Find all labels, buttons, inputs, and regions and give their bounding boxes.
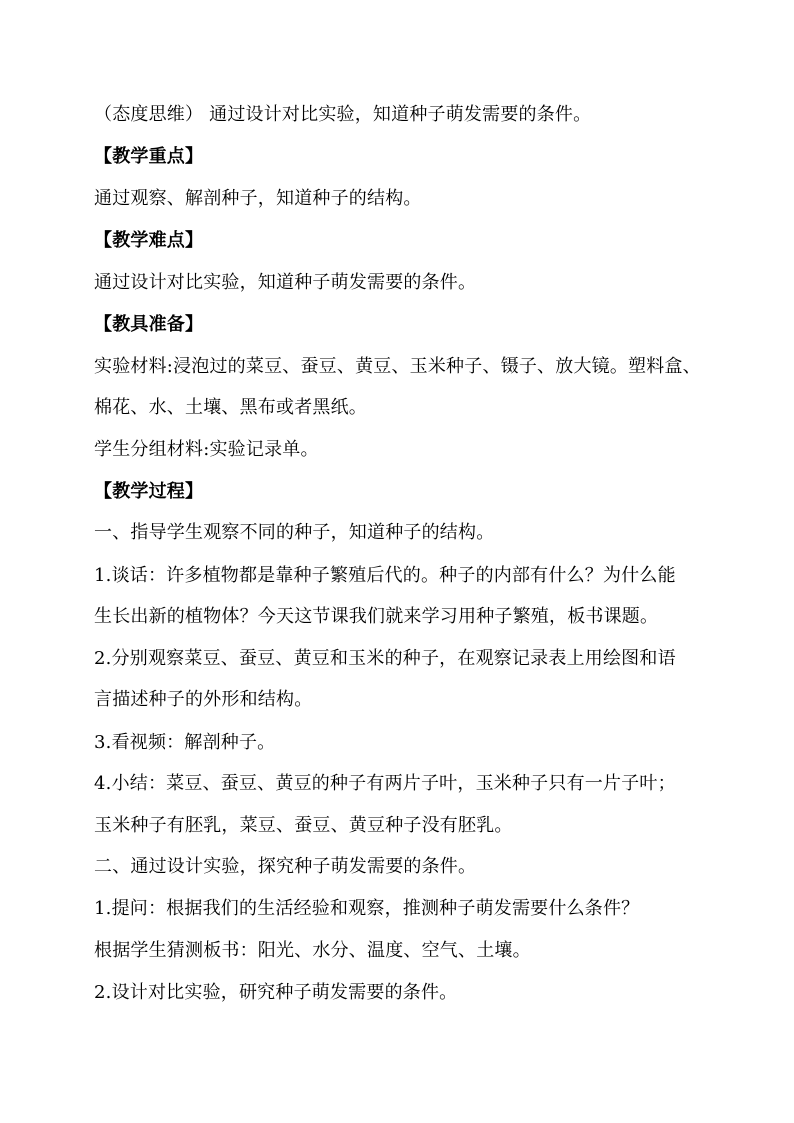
heading-teaching-focus: 【教学重点】 — [94, 146, 204, 167]
section-two-step-2-line: 2.设计对比实验，研究种子萌发需要的条件。 — [94, 982, 458, 1003]
step-1-line-1: 1.谈话：许多植物都是靠种子繁殖后代的。种子的内部有什么？为什么能 — [94, 565, 676, 586]
step-4-line-1: 4.小结：菜豆、蚕豆、黄豆的种子有两片子叶，玉米种子只有一片子叶； — [94, 773, 676, 794]
materials-line-1: 实验材料:浸泡过的菜豆、蚕豆、黄豆、玉米种子、镊子、放大镜。塑料盒、 — [94, 356, 701, 377]
step-3-line: 3.看视频：解剖种子。 — [94, 732, 276, 753]
section-two-step-1-line: 1.提问：根据我们的生活经验和观察，推测种子萌发需要什么条件？ — [94, 898, 640, 919]
materials-line-2: 棉花、水、土壤、黑布或者黑纸。 — [94, 397, 367, 418]
guess-board-line: 根据学生猜测板书：阳光、水分、温度、空气、土壤。 — [94, 940, 531, 961]
objective-attitude-line: （态度思维） 通过设计对比实验，知道种子萌发需要的条件。 — [94, 104, 592, 125]
section-two-title: 二、通过设计实验，探究种子萌发需要的条件。 — [94, 856, 477, 877]
step-2-line-1: 2.分别观察菜豆、蚕豆、黄豆和玉米的种子，在观察记录表上用绘图和语 — [94, 648, 676, 669]
step-2-line-2: 言描述种子的外形和结构。 — [94, 689, 313, 710]
group-materials-line: 学生分组材料:实验记录单。 — [94, 439, 319, 460]
teaching-difficulty-text: 通过设计对比实验，知道种子萌发需要的条件。 — [94, 272, 477, 293]
heading-teaching-aids: 【教具准备】 — [94, 314, 204, 335]
heading-teaching-process: 【教学过程】 — [94, 481, 204, 502]
heading-teaching-difficulty: 【教学难点】 — [94, 230, 204, 251]
section-one-title: 一、指导学生观察不同的种子，知道种子的结构。 — [94, 522, 495, 543]
step-4-line-2: 玉米种子有胚乳，菜豆、蚕豆、黄豆种子没有胚乳。 — [94, 815, 513, 836]
step-1-line-2: 生长出新的植物体？今天这节课我们就来学习用种子繁殖，板书课题。 — [94, 606, 659, 627]
teaching-focus-text: 通过观察、解剖种子，知道种子的结构。 — [94, 188, 422, 209]
